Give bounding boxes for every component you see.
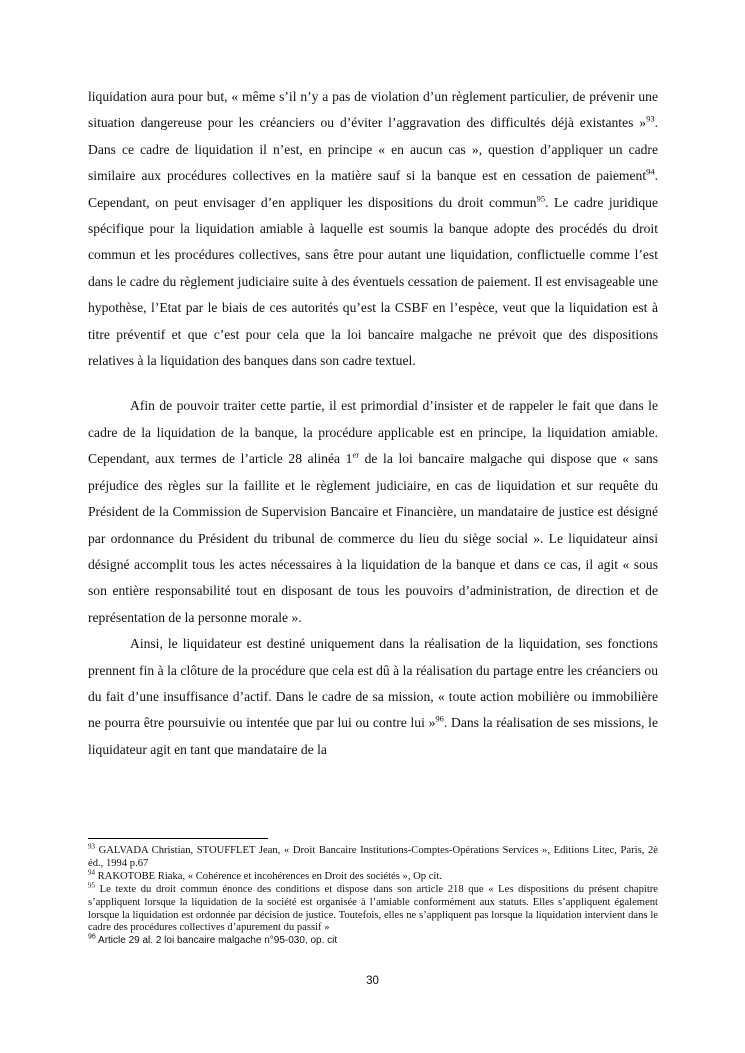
footnote-ref-94[interactable]: 94: [646, 166, 655, 177]
paragraph-1-text: . Dans ce cadre de liquidation il n’est, en principe « en aucun cas », question d’appliquer un cadre similaire aux procédures collectives en la matière sauf si la banque est en cessation de paiement: [88, 115, 658, 184]
paragraph-3-text: Ainsi, le liquidateur est destiné uniquement dans la réalisation de la liquidation, ses fonctions prennent fin à la clôture de la procédure que cela est dû à la réalisation du partage entre les créanciers ou du fait d’une insuffisance d’actif. Dans le cadre de sa mission, « toute action mobilière ou immobilière ne pourra être poursuivie ou intentée que par lui ou contre lui »: [88, 636, 658, 731]
body-text: [88, 84, 658, 763]
footnote-93: [88, 842, 658, 871]
paragraph-1: [88, 84, 658, 374]
paragraph-1-text: . Cependant, on peut envisager d’en appliquer les dispositions du droit commun: [88, 168, 658, 210]
footnotes-section: [88, 838, 658, 948]
footnote-number: 93: [88, 842, 95, 851]
paragraph-2-text: de la loi bancaire malgache qui dispose que « sans préjudice des règles sur la faillite et le règlement judiciaire, en cas de liquidation et sur requête du Président de la Commission de Supervision Bancaire et Financière, un mandataire de justice est désigné par ordonnance du Président du tribunal de commerce du lieu du siège social ». Le liquidateur ainsi désigné accomplit tous les actes nécessaires à la liquidation de la banque et dans ce cas, il agit « sous son entière responsabilité tout en disposant de tous les pouvoirs d’administration, de direction et de représentation de la personne morale ».: [88, 451, 658, 625]
footnote-text: Le texte du droit commun énonce des conditions et dispose dans son article 218 que « Les dispositions du présent chapitre s’appliquent lorsque la liquidation de la société est organisée à l’amiable conformément aux statuts. Elles s’appliquent également lorsque la liquidation est ordonnée par décision de justice. Toutefois, elles ne s’appliquent pas lorsque la liquidation intervient dans le cadre des procédures collectives d’apurement du passif »: [88, 883, 658, 934]
footnote-ref-93[interactable]: 93: [646, 113, 655, 124]
paragraph-1-text: . Le cadre juridique spécifique pour la liquidation amiable à laquelle est soumis la banque adopte des procédés du droit commun et les procédures collectives, sans être pour autant une liquidation, conflictuelle comme l’est dans le cadre du règlement judiciaire suite à des éventuels cessation de paiement. Il est envisageable une hypothèse, l’Etat par le biais de ces autorités qu’est la CSBF en l’espèce, veut que la liquidation est à titre préventif et que c’est pour cela que la loi bancaire malgache ne prévoit que des dispositions relatives à la liquidation des banques dans son cadre textuel.: [88, 194, 658, 369]
footnote-ref-96[interactable]: 96: [435, 713, 444, 724]
paragraph-3: [88, 631, 658, 763]
footnote-96: [88, 935, 658, 948]
footnote-text: Article 29 al. 2 loi bancaire malgache n°95-030, op. cit: [95, 935, 338, 947]
footnote-94: [88, 868, 658, 884]
footnote-number: 96: [88, 934, 96, 942]
footnote-number: 94: [88, 868, 95, 877]
superscript-er: er: [352, 449, 360, 460]
paragraph-2: [88, 393, 658, 631]
footnote-text: GALVADA Christian, STOUFFLET Jean, « Droit Bancaire Institutions-Comptes-Opérations Services », Editions Litec, Paris, 2è éd., 1994 p.67: [88, 845, 658, 869]
footnote-ref-95[interactable]: 95: [536, 193, 546, 204]
footnote-95: [88, 881, 658, 936]
paragraph-3-text: . Dans la réalisation de ses missions, le liquidateur agit en tant que mandataire de la: [88, 715, 658, 757]
footnote-separator: [88, 838, 268, 839]
footnote-text: RAKOTOBE Riaka, « Cohérence et incohérences en Droit des sociétés », Op cit.: [95, 870, 442, 882]
footnote-number: 95: [88, 881, 95, 890]
page-number: 30: [366, 975, 379, 987]
paragraph-1-text: liquidation aura pour but, « même s’il n’y a pas de violation d’un règlement particulier, de prévenir une situation dangereuse pour les créanciers ou d’éviter l’aggravation des difficultés déjà existantes »: [88, 89, 658, 131]
paragraph-2-text: Afin de pouvoir traiter cette partie, il est primordial d’insister et de rappeler le fait que dans le cadre de la liquidation de la banque, la procédure applicable est en principe, la liquidation amiable. Cependant, aux termes de l’article 28 alinéa 1: [88, 398, 658, 467]
